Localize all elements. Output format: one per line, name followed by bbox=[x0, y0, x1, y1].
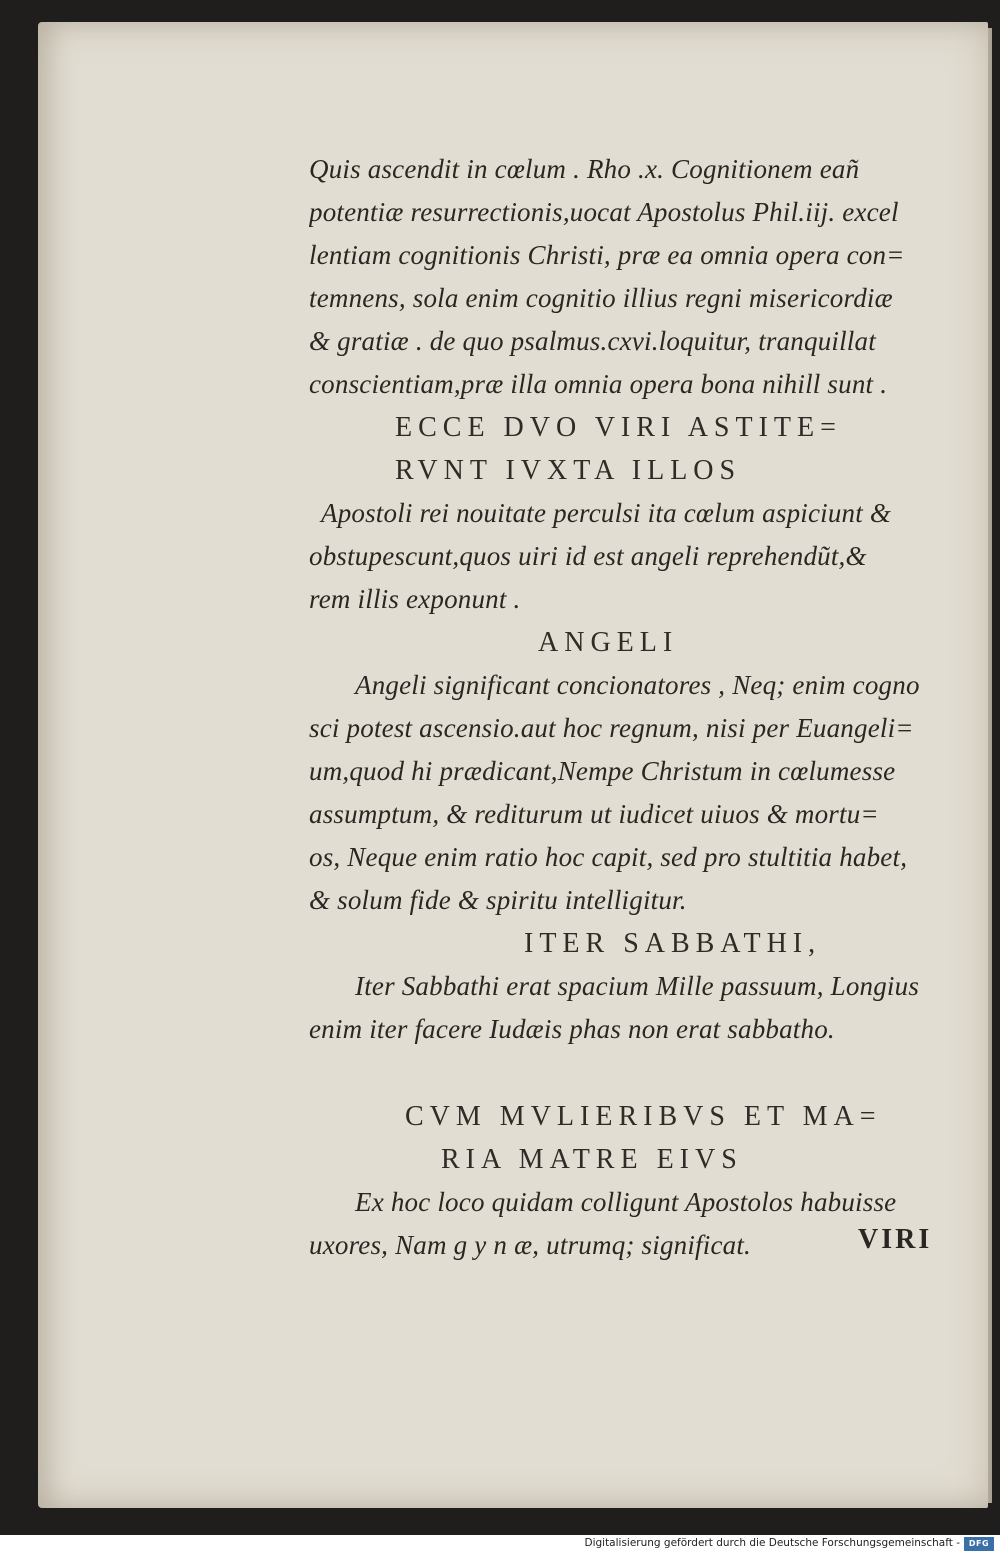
page-text bbox=[309, 148, 959, 1267]
section-heading: ITER SABBATHI, bbox=[524, 928, 822, 959]
text-line: temnens, sola enim cognitio illius regni misericordiæ bbox=[309, 283, 893, 313]
text-line: lentiam cognitionis Christi, præ ea omnia opera con= bbox=[309, 240, 905, 270]
text-line: conscientiam,præ illa omnia opera bona nihill sunt . bbox=[309, 369, 888, 399]
text-line: & gratiæ . de quo psalmus.cxvi.loquitur, tranquillat bbox=[309, 326, 876, 356]
text-line: Ex hoc loco quidam colligunt Apostolos habuisse bbox=[355, 1187, 897, 1217]
text-line: Angeli significant concionatores , Neq; enim cogno bbox=[355, 670, 920, 700]
section-heading: RVNT IVXTA ILLOS bbox=[395, 455, 742, 486]
text-line: obstupescunt,quos uiri id est angeli reprehendũt,& bbox=[309, 541, 867, 571]
text-line: Apostoli rei nouitate perculsi ita cœlum aspiciunt & bbox=[321, 498, 892, 528]
footer bbox=[0, 1535, 1000, 1553]
text-line: uxores, Nam g y n æ, utrumq; significat. bbox=[309, 1230, 751, 1260]
section-heading: RIA MATRE EIVS bbox=[441, 1144, 743, 1175]
section-heading: ECCE DVO VIRI ASTITE= bbox=[395, 412, 842, 443]
spacer bbox=[309, 1051, 959, 1095]
text-line: os, Neque enim ratio hoc capit, sed pro stultitia habet, bbox=[309, 842, 908, 872]
text-line: assumptum, & rediturum ut iudicet uiuos & mortu= bbox=[309, 799, 879, 829]
catchword: VIRI bbox=[858, 1224, 933, 1255]
text-line: rem illis exponunt . bbox=[309, 584, 521, 614]
section-heading: CVM MVLIERIBVS ET MA= bbox=[405, 1101, 882, 1132]
footer-text: Digitalisierung gefördert durch die Deutsche Forschungsgemeinschaft - bbox=[584, 1537, 960, 1549]
text-line: & solum fide & spiritu intelligitur. bbox=[309, 885, 687, 915]
text-line: um,quod hi prædicant,Nempe Christum in cœlumesse bbox=[309, 756, 896, 786]
section-heading: ANGELI bbox=[538, 627, 679, 658]
text-line: Quis ascendit in cœlum . Rho .x. Cognitionem eañ bbox=[309, 154, 860, 184]
dfg-logo-icon: DFG bbox=[964, 1537, 994, 1551]
text-line: potentiæ resurrectionis,uocat Apostolus Phil.iij. excel bbox=[309, 197, 899, 227]
text-line: sci potest ascensio.aut hoc regnum, nisi per Euangeli= bbox=[309, 713, 914, 743]
text-line: Iter Sabbathi erat spacium Mille passuum, Longius bbox=[355, 971, 920, 1001]
text-line: enim iter facere Iudæis phas non erat sabbatho. bbox=[309, 1014, 835, 1044]
